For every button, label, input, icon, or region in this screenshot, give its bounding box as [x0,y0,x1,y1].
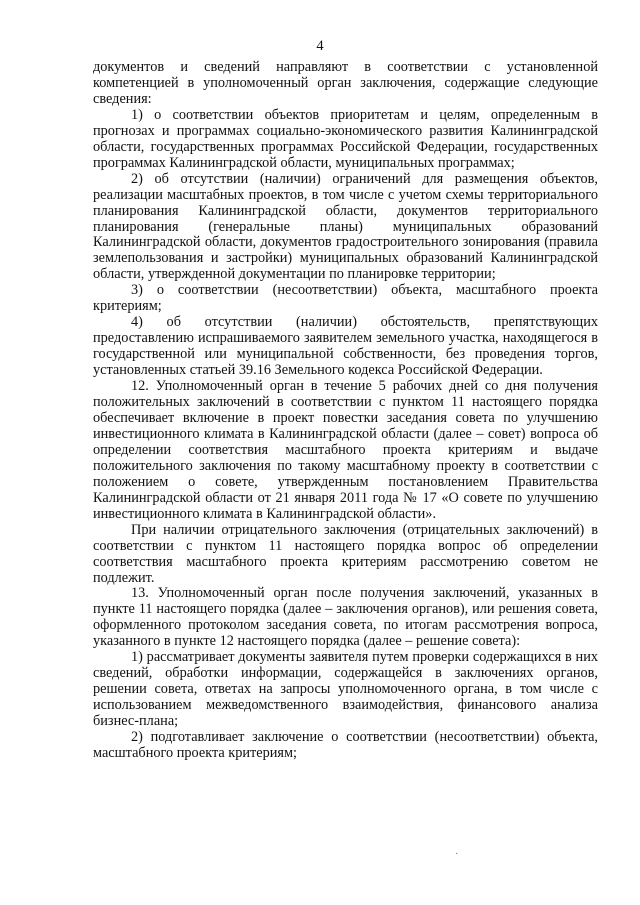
paragraph-item-4-circumstances: 4) об отсутствии (наличии) обстоятельств, препятствующих предоставлению испрашиваемого заявителем земельного участка, находящегося в государственной или муниципальной собственности, без проведения торгов, установленных статьей 39.16 Земельного кодекса Российской Федерации. [93,314,598,379]
document-body [93,60,598,762]
paragraph-13-item-1: 1) рассматривает документы заявителя путем проверки содержащихся в них сведений, обработки информации, содержащейся в заключениях органов, решении совета, ответах на запросы уполномоченного органа, в том числе с использованием межведомственного взаимодействия, финансового анализа бизнес-плана; [93,649,598,730]
paragraph-13-item-2: 2) подготавливает заключение о соответствии (несоответствии) объекта, масштабного проекта критериям; [93,729,598,761]
scan-speck: · [455,849,459,860]
paragraph-item-1-priorities: 1) о соответствии объектов приоритетам и целям, определенным в прогнозах и программах социально-экономического развития Калининградской области, государственных программах Российской Федерации, государственных программах Калининградской области, муниципальных программах; [93,106,598,171]
paragraph-intro: документов и сведений направляют в соответствии с установленной компетенцией в уполномоченный орган заключения, содержащие следующие сведения: [93,59,598,107]
paragraph-negative-conclusion: При наличии отрицательного заключения (отрицательных заключений) в соответствии с пунктом 11 настоящего порядка вопрос об определении соответствия масштабного проекта критериям рассмотрению советом не подлежит. [93,521,598,586]
paragraph-item-2-restrictions: 2) об отсутствии (наличии) ограничений для размещения объектов, реализации масштабных проектов, в том числе с учетом схемы территориального планирования Калининградской области, документов территориального планирования (генеральные планы) муниципальных образований Калининградской области, документов градостроительного зонирования (правила землепользования и застройки) муниципальных образований Калининградской области, утвержденной документации по планировке территории; [93,170,598,283]
paragraph-section-12: 12. Уполномоченный орган в течение 5 рабочих дней со дня получения положительных заключений в соответствии с пунктом 11 настоящего порядка обеспечивает включение в проект повестки заседания совета по улучшению инвестиционного климата в Калининградской области (далее – совет) вопроса об определении соответствия масштабного проекта критериям и выдаче положительного заключения по такому масштабному проекту в соответствии с положением о совете, утвержденным постановлением Правительства Калининградской области от 21 января 2011 года № 17 «О совете по улучшению инвестиционного климата в Калининградской области». [93,378,598,522]
paragraph-section-13: 13. Уполномоченный орган после получения заключений, указанных в пункте 11 настоящего порядка (далее – заключения органов), или решения совета, оформленного протоколом заседания совета, по итогам рассмотрения вопроса, указанного в пункте 12 настоящего порядка (далее – решение совета): [93,585,598,650]
paragraph-item-3-criteria: 3) о соответствии (несоответствии) объекта, масштабного проекта критериям; [93,282,598,315]
page-number: 4 [316,38,324,54]
